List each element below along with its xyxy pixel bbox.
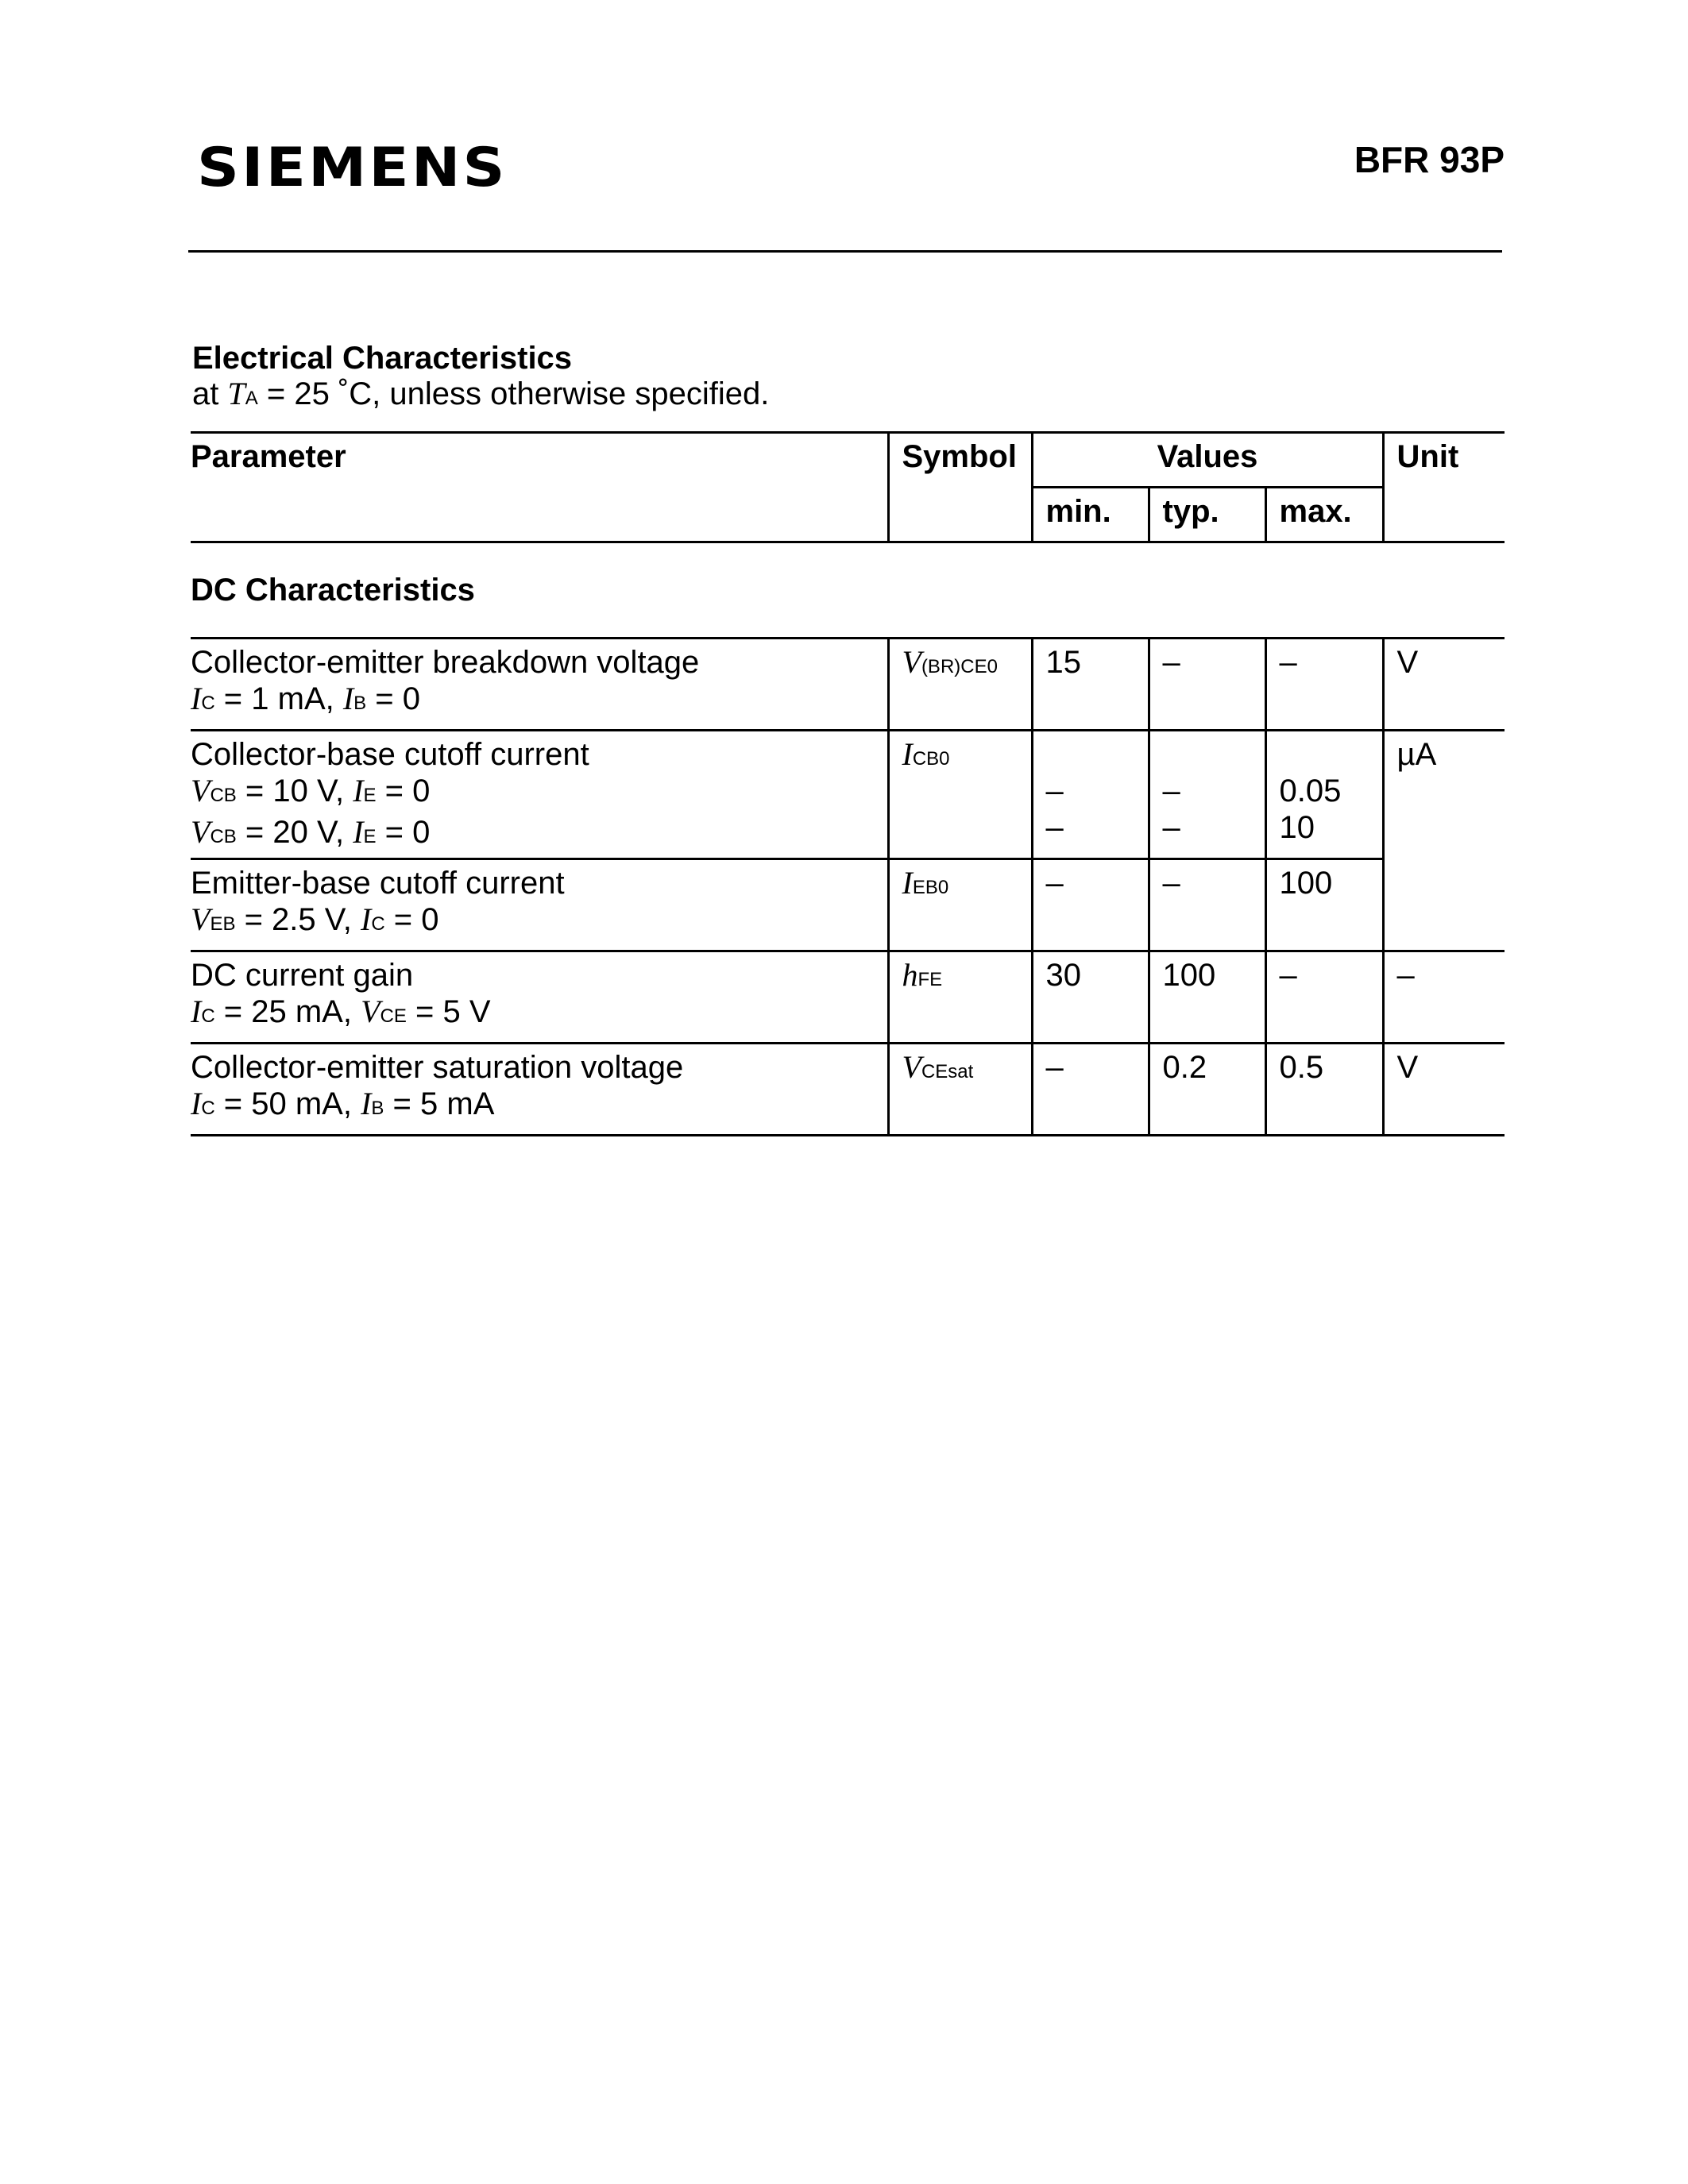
- max-cell: –: [1265, 951, 1383, 1044]
- typ-cell: 0.2: [1149, 1044, 1265, 1136]
- symbol-cell: ICB0: [888, 731, 1032, 859]
- section-title: Electrical Characteristics: [192, 341, 573, 376]
- table-row: [191, 859, 1505, 951]
- header-max: max.: [1265, 488, 1383, 542]
- symbol-cell: hFE: [888, 951, 1032, 1044]
- max-cell: 0.5: [1265, 1044, 1383, 1136]
- param-cell: Collector-base cutoff current VCB = 10 V, IE = 0 VCB = 20 V, IE = 0: [191, 731, 888, 859]
- typ-cell: – –: [1149, 731, 1265, 859]
- param-cell: Collector-emitter saturation voltage IC = 50 mA, IB = 5 mA: [191, 1044, 888, 1136]
- header-values: Values: [1032, 433, 1383, 488]
- typ-cell: 100: [1149, 951, 1265, 1044]
- unit-cell: –: [1383, 951, 1505, 1044]
- param-cell: DC current gain IC = 25 mA, VCE = 5 V: [191, 951, 888, 1044]
- table-row: [191, 639, 1505, 731]
- header-symbol: Symbol: [888, 433, 1032, 542]
- typ-cell: –: [1149, 859, 1265, 951]
- max-cell: 100: [1265, 859, 1383, 951]
- siemens-logo: SIEMENS: [197, 137, 508, 199]
- typ-cell: –: [1149, 639, 1265, 731]
- group-title: DC Characteristics: [191, 542, 1505, 639]
- header-min: min.: [1032, 488, 1149, 542]
- min-cell: 30: [1032, 951, 1149, 1044]
- section-condition: at TA = 25 ˚C, unless otherwise specified.: [192, 376, 770, 411]
- symbol-cell: V(BR)CE0: [888, 639, 1032, 731]
- header-typ: typ.: [1149, 488, 1265, 542]
- max-cell: 0.05 10: [1265, 731, 1383, 859]
- electrical-characteristics-table: [191, 431, 1505, 1136]
- unit-cell: V: [1383, 1044, 1505, 1136]
- symbol-cell: IEB0: [888, 859, 1032, 951]
- unit-cell: µA: [1383, 731, 1505, 951]
- unit-cell: V: [1383, 639, 1505, 731]
- min-cell: 15: [1032, 639, 1149, 731]
- table-row: [191, 731, 1505, 859]
- min-cell: –: [1032, 1044, 1149, 1136]
- max-cell: –: [1265, 639, 1383, 731]
- min-cell: –: [1032, 859, 1149, 951]
- param-cell: Emitter-base cutoff current VEB = 2.5 V, IC = 0: [191, 859, 888, 951]
- table-row: [191, 951, 1505, 1044]
- table-row: [191, 1044, 1505, 1136]
- part-number: BFR 93P: [1354, 139, 1505, 180]
- symbol-cell: VCEsat: [888, 1044, 1032, 1136]
- header-divider: [188, 250, 1502, 253]
- param-cell: Collector-emitter breakdown voltage IC = 1 mA, IB = 0: [191, 639, 888, 731]
- header-parameter: Parameter: [191, 433, 888, 542]
- header-unit: Unit: [1383, 433, 1505, 542]
- min-cell: – –: [1032, 731, 1149, 859]
